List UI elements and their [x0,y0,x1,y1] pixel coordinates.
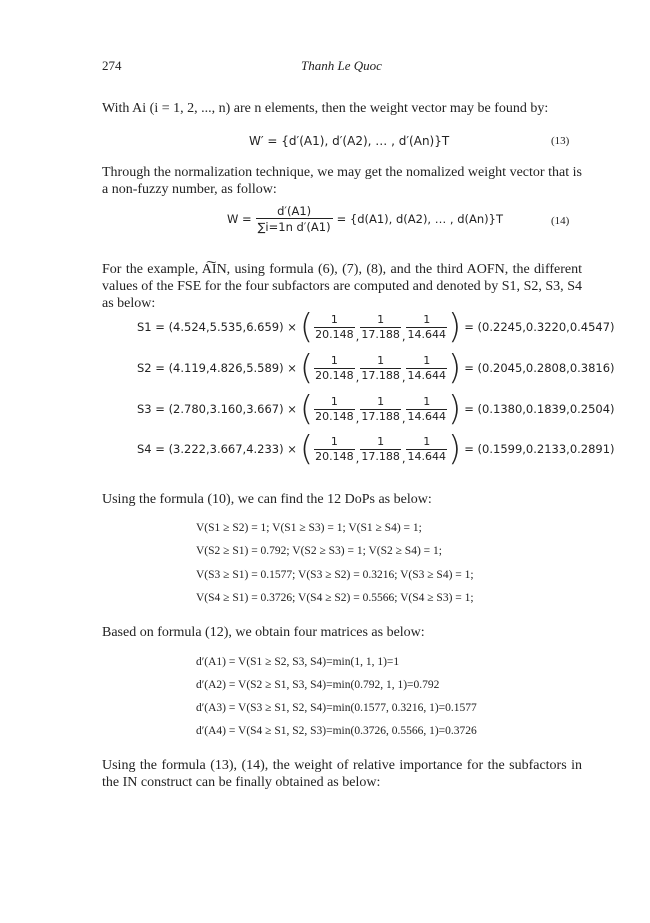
fse-row-lhs: S2 = (4.119,4.826,5.589) × [137,361,297,375]
comma: , [355,370,360,384]
fse-row-rhs: = (0.2045,0.2808,0.3816) [464,361,615,375]
fse-fraction-denominator: 17.188 [361,327,400,341]
equation-14-numerator: d′(A1) [277,204,312,218]
fse-row [137,387,615,431]
fse-fraction-denominator: 20.148 [315,368,354,382]
dop-line: V(S3 ≥ S1) = 0.1577; V(S3 ≥ S2) = 0.3216; V(S3 ≥ S4) = 1; [196,569,474,581]
fse-fraction-numerator: 1 [423,312,431,326]
fse-fraction-denominator: 17.188 [361,368,400,382]
matrix-line: d′(A2) = V(S2 ≥ S1, S3, S4)=min(0.792, 1, 1)=0.792 [196,679,440,691]
fse-fraction [406,435,447,464]
fse-fraction-numerator: 1 [423,353,431,367]
paragraph-matrices: Based on formula (12), we obtain four matrices as below: [102,625,425,640]
equation-14-denominator: ∑i=1n d′(A1) [257,220,331,234]
fse-fraction-denominator: 20.148 [315,327,354,341]
fse-fraction [406,395,447,424]
fse-fraction-denominator: 14.644 [407,449,446,463]
right-paren: ) [447,389,462,429]
equation-14-rhs: = {d(A1), d(A2), … , d(An)}T [336,212,503,226]
fse-fraction [314,313,355,342]
fse-fraction-numerator: 1 [423,434,431,448]
fse-fraction [360,435,401,464]
matrix-line: d′(A3) = V(S3 ≥ S1, S2, S4)=min(0.1577, 0.3216, 1)=0.1577 [196,702,477,714]
fse-fraction-denominator: 14.644 [407,368,446,382]
fse-fraction-numerator: 1 [330,434,338,448]
fse-row [137,427,615,471]
fse-fraction-numerator: 1 [377,353,385,367]
right-paren: ) [447,429,462,469]
fse-fraction-numerator: 1 [330,312,338,326]
equation-14-fraction [256,204,333,234]
fse-fraction [314,354,355,383]
comma: , [355,329,360,343]
fse-row-rhs: = (0.1599,0.2133,0.2891) [464,442,615,456]
fse-row-rhs: = (0.2245,0.3220,0.4547) [464,320,615,334]
fse-row [137,305,615,349]
fse-fraction-denominator: 17.188 [361,449,400,463]
fse-row [137,346,615,390]
equation-13-number: (13) [551,135,570,147]
dop-line: V(S4 ≥ S1) = 0.3726; V(S4 ≥ S2) = 0.5566; V(S4 ≥ S3) = 1; [196,592,474,604]
fse-fraction [360,395,401,424]
comma: , [401,411,406,425]
fse-fraction-numerator: 1 [330,394,338,408]
left-paren: ( [299,348,314,388]
equation-14-number: (14) [551,215,570,227]
dop-line: V(S2 ≥ S1) = 0.792; V(S2 ≥ S3) = 1; V(S2 ≥ S4) = 1; [196,545,442,557]
comma: , [401,329,406,343]
left-paren: ( [299,307,314,347]
fse-row-lhs: S3 = (2.780,3.160,3.667) × [137,402,297,416]
fse-fraction [314,395,355,424]
equation-13: W′ = {d′(A1), d′(A2), … , d′(An)}T [249,134,450,148]
fse-row-lhs: S1 = (4.524,5.535,6.659) × [137,320,297,334]
fse-fraction-denominator: 14.644 [407,327,446,341]
left-paren: ( [299,429,314,469]
fse-fraction [360,354,401,383]
matrix-line: d′(A4) = V(S4 ≥ S1, S2, S3)=min(0.3726, 0.5566, 1)=0.3726 [196,725,477,737]
paragraph-fse-example: For the example, A͠IN, using formula (6), (7), (8), and the third AOFN, the different values of the FSE for the four subfactors are computed and denoted by S1, S2, S3, S4 as below: [102,262,582,311]
fse-fraction [406,354,447,383]
fse-fraction-denominator: 14.644 [407,409,446,423]
right-paren: ) [447,307,462,347]
equation-14-lhs: W = [227,212,252,226]
paragraph-conclusion: Using the formula (13), (14), the weight of relative importance for the subfactors in the IN construct can be finally obtained as below: [102,758,582,790]
running-title: Thanh Le Quoc [301,58,382,73]
fse-fraction-denominator: 20.148 [315,449,354,463]
comma: , [401,370,406,384]
dop-line: V(S1 ≥ S2) = 1; V(S1 ≥ S3) = 1; V(S1 ≥ S4) = 1; [196,522,422,534]
comma: , [355,451,360,465]
fse-fraction [314,435,355,464]
fse-fraction-numerator: 1 [377,394,385,408]
fse-row-lhs: S4 = (3.222,3.667,4.233) × [137,442,297,456]
comma: , [355,411,360,425]
fse-fraction-denominator: 20.148 [315,409,354,423]
fse-fraction-numerator: 1 [330,353,338,367]
paragraph-intro: With Ai (i = 1, 2, ..., n) are n elements, then the weight vector may be found by: [102,101,549,116]
fse-fraction-numerator: 1 [423,394,431,408]
fse-fraction-numerator: 1 [377,312,385,326]
paragraph-normalization: Through the normalization technique, we may get the nomalized weight vector that is a non-fuzzy number, as follow: [102,165,582,197]
fse-fraction-numerator: 1 [377,434,385,448]
fse-fraction-denominator: 17.188 [361,409,400,423]
left-paren: ( [299,389,314,429]
matrix-line: d′(A1) = V(S1 ≥ S2, S3, S4)=min(1, 1, 1)=1 [196,656,400,668]
paragraph-dops: Using the formula (10), we can find the 12 DoPs as below: [102,492,432,507]
equation-14 [227,204,503,234]
fse-fraction [360,313,401,342]
page-number: 274 [102,58,122,73]
right-paren: ) [447,348,462,388]
fse-fraction [406,313,447,342]
fse-row-rhs: = (0.1380,0.1839,0.2504) [464,402,615,416]
comma: , [401,451,406,465]
